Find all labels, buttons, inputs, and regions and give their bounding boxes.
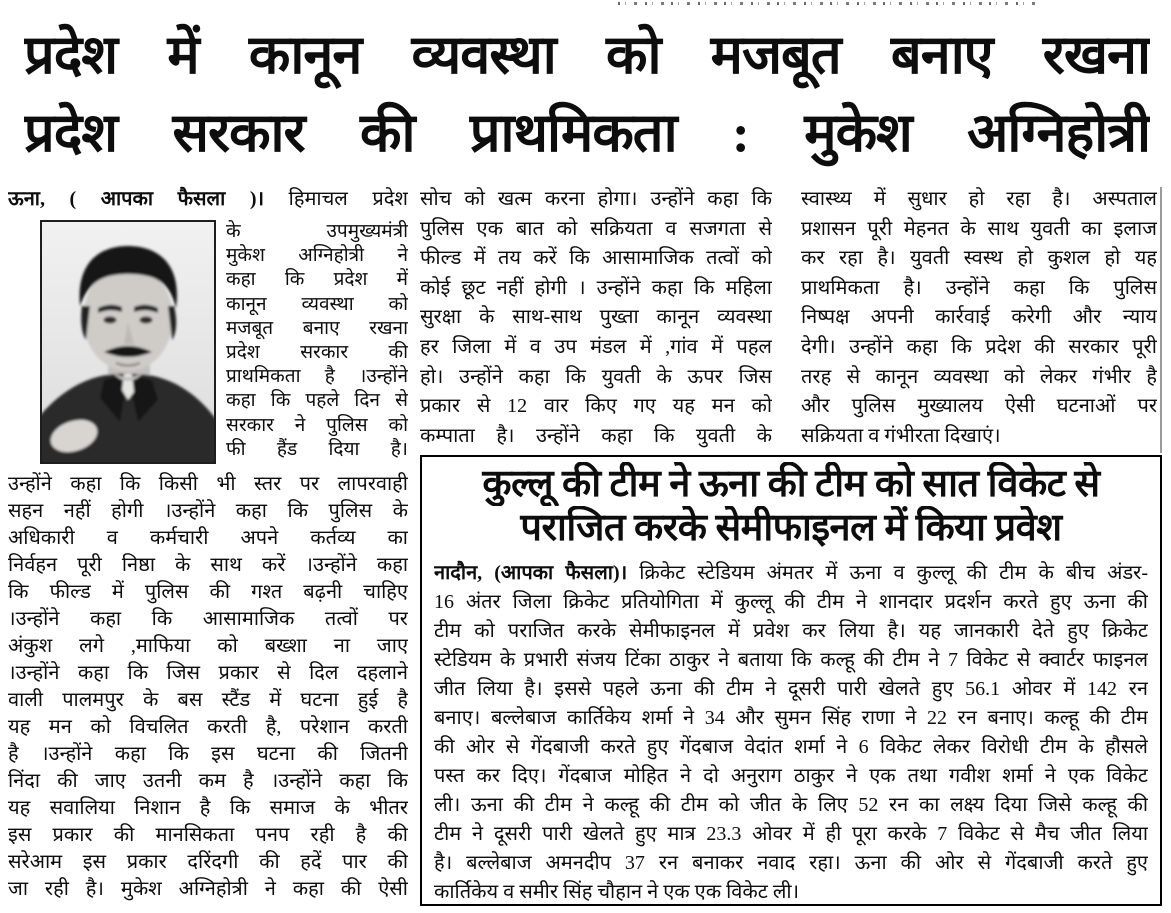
text-line: हर जिला में व उप मंडल में ,गांव में पहल	[420, 335, 772, 358]
text-line: ली। ऊना की टीम ने कल्हू की टीम को जीत के लिए 52 रन का लक्ष्य दिया जिसे कल्हू की	[434, 794, 1148, 816]
text-line: मजबूत बनाए रखना	[226, 317, 408, 339]
article-column-1	[8, 185, 408, 903]
sports-dateline-line	[434, 559, 1148, 588]
text-line: यह मन को विचलित करती है, परेशान करती	[8, 716, 408, 738]
article-column-3	[801, 185, 1157, 451]
portrait-photo-graphic	[42, 222, 214, 462]
text-line: सोच को खत्म करना होगा। उन्होंने कहा कि	[420, 188, 772, 210]
main-headline-line-1: प्रदेश में कानून व्यवस्था को मजबूत बनाए रखना	[24, 25, 1150, 85]
text-line: प्राथमिकता है। उन्होंने कहा कि पुलिस	[801, 276, 1157, 299]
text-line: सुरक्षा के साथ-साथ पुख्ता कानून व्यवस्था	[420, 306, 772, 329]
column1-body-lines	[8, 471, 408, 903]
text-line: निर्वहन पूरी निष्ठा के साथ करें ।उन्होंने कहा	[8, 554, 408, 576]
dateline-location: ऊना, ( आपका फैसला )।	[8, 188, 265, 210]
text-line: कहा कि प्रदेश में	[226, 269, 408, 291]
sports-headline-line-2: पराजित करके सेमीफाइनल में किया प्रवेश	[520, 507, 1062, 549]
column1-wrapped-lines	[226, 220, 408, 464]
text-line: कानून व्यवस्था को	[226, 293, 408, 315]
text-line: प्रकार से 12 वार किए गए यह मन को	[420, 395, 772, 418]
text-line: वाली पालमपुर के बस स्टैंड में घटना हुई है	[8, 689, 408, 711]
text-line: की ओर से गेंदबाजी करते हुए गेंदबाज वेदांत शर्मा ने 6 विकेट लेकर विरोधी टीम के हौसले	[434, 736, 1148, 758]
column-divider-rule	[1160, 187, 1162, 453]
text-line: तरह से कानून व्यवस्था को लेकर गंभीर है	[801, 365, 1157, 388]
text-line: जा रही है। मुकेश अग्निहोत्री ने कहा की ऐसी	[8, 878, 408, 900]
text-line: कहा कि पहले दिन से	[226, 390, 408, 412]
main-headline	[24, 16, 1150, 172]
text-line: प्राथमिकता है ।उन्होंने	[226, 366, 408, 388]
text-line: यह सवालिया निशान है कि समाज के भीतर	[8, 797, 408, 819]
dateline	[8, 185, 408, 214]
text-line: अंकुश लगे ,माफिया को बख्शा ना जाए	[8, 635, 408, 657]
text-line: कर रहा है। युवती स्वस्थ हो कुशल हो यह	[801, 247, 1157, 270]
text-line: कम्पाता है। उन्होंने कहा कि युवती के	[420, 424, 772, 447]
photo-and-text-row	[8, 220, 408, 464]
text-line: मुकेश अग्निहोत्री ने	[226, 245, 408, 267]
text-line: सक्रियता व गंभीरता दिखाएं।	[801, 424, 1001, 447]
text-line: टीम ने दूसरी पारी खेलते हुए मात्र 23.3 ओवर में ही पूरा करके 7 विकेट से मैच जीत लिया	[434, 823, 1148, 845]
sports-dateline-location: नादौन, (आपका फैसला)।	[434, 562, 628, 584]
text-line: निंदा की जाए उतनी कम है ।उन्होंने कहा कि	[8, 770, 408, 792]
text-line: सहन नहीं होगी ।उन्होंने कहा कि पुलिस के	[8, 500, 408, 522]
cropped-masthead-text-fragment	[618, 1, 1036, 8]
text-line: के उपमुख्यमंत्री	[226, 221, 408, 242]
text-line: सरकार ने पुलिस को	[226, 414, 408, 436]
text-line: और पुलिस मुख्यालय ऐसी घटनाओं पर	[801, 395, 1157, 418]
sports-body-lines	[434, 588, 1148, 907]
text-line: प्रशासन पूरी मेहनत के साथ युवती का इलाज	[801, 217, 1157, 240]
sports-headline	[422, 462, 1160, 550]
dateline-rest: हिमाचल प्रदेश	[264, 188, 408, 210]
sports-article-box	[420, 455, 1162, 906]
text-line: है ।उन्होंने कहा कि इस घटना की जितनी	[8, 743, 408, 765]
text-line: निष्पक्ष अपनी कार्रवाई करेगी और न्याय	[801, 306, 1157, 329]
text-line: स्टेडियम के प्रभारी संजय टिंका ठाकुर ने बताया कि कल्हू की टीम ने 7 विकेट से क्वार्टर फाइनल	[434, 649, 1148, 671]
main-headline-line-2: प्रदेश सरकार की प्राथमिकता : मुकेश अग्निहोत्री	[24, 103, 1150, 163]
sports-body	[434, 559, 1148, 907]
text-line: स्वास्थ्य में सुधार हो रहा है। अस्पताल	[801, 188, 1157, 210]
text-line: अधिकारी व कर्मचारी अपने कर्तव्य का	[8, 527, 408, 549]
text-line: हो। उन्होंने कहा कि युवती के ऊपर जिस	[420, 365, 772, 388]
text-line: है। बल्लेबाज अमनदीप 37 रन बनाकर नवाद रहा। ऊना की ओर से गेंदबाजी करते हुए	[434, 852, 1148, 874]
text-line: टीम को पराजित करके सेमीफाइनल में प्रवेश कर लिया है। यह जानकारी देते हुए क्रिकेट	[434, 620, 1148, 642]
text-line: प्रदेश सरकार की	[226, 341, 408, 363]
text-line: उन्होंने कहा कि किसी भी स्तर पर लापरवाही	[8, 473, 408, 495]
text-line: इस प्रकार की मानसिकता पनप रही है की	[8, 824, 408, 846]
text-line: देगी। उन्होंने कहा कि प्रदेश की सरकार पूरी	[801, 335, 1157, 358]
article-column-2	[420, 185, 772, 451]
text-line: 16 अंतर जिला क्रिकेट प्रतियोगिता में कुल्लू की टीम ने शानदार प्रदर्शन करते हुए ऊना की	[434, 591, 1148, 613]
sports-headline-line-1: कुल्लू की टीम ने ऊना की टीम को सात विकेट से	[482, 463, 1100, 505]
text-line: ।उन्होंने कहा कि आसामाजिक तत्वों पर	[8, 608, 408, 630]
text-line: पस्त कर दिए। गेंदबाज मोहित ने दो अनुराग ठाकुर ने एक तथा गवीश शर्मा ने एक विकेट	[434, 765, 1148, 787]
text-line: कि फील्ड में पुलिस की गश्त बढ़नी चाहिए	[8, 581, 408, 603]
text-line: जीत लिया है। इससे पहले ऊना की टीम ने दूसरी पारी खेलते हुए 56.1 ओवर में 142 रन	[434, 678, 1148, 700]
text-line: पुलिस एक बात को सक्रियता व सजगता से	[420, 217, 772, 240]
text-line: फी हैंड दिया है।	[226, 438, 408, 460]
text-line: बनाए। बल्लेबाज कार्तिकेय शर्मा ने 34 और सुमन सिंह राणा ने 22 रन बनाए। कल्हू की टीम	[434, 707, 1148, 729]
portrait-photo	[40, 220, 216, 464]
text-line: कोई छूट नहीं होगी । उन्होंने कहा कि महिला	[420, 276, 772, 299]
text-line: फील्ड में तय करें कि आसामाजिक तत्वों को	[420, 247, 772, 270]
text-line: कार्तिकेय व समीर सिंह चौहान ने एक एक विकेट ली।	[434, 881, 800, 903]
text-line: सरेआम इस प्रकार दरिंदगी की हदें पार की	[8, 851, 408, 873]
sports-first-line-rest: क्रिकेट स्टेडियम अंमतर में ऊना व कुल्लू की टीम के बीच अंडर-	[627, 562, 1148, 584]
text-line: ।उन्होंने कहा कि जिस प्रकार से दिल दहलाने	[8, 662, 408, 684]
